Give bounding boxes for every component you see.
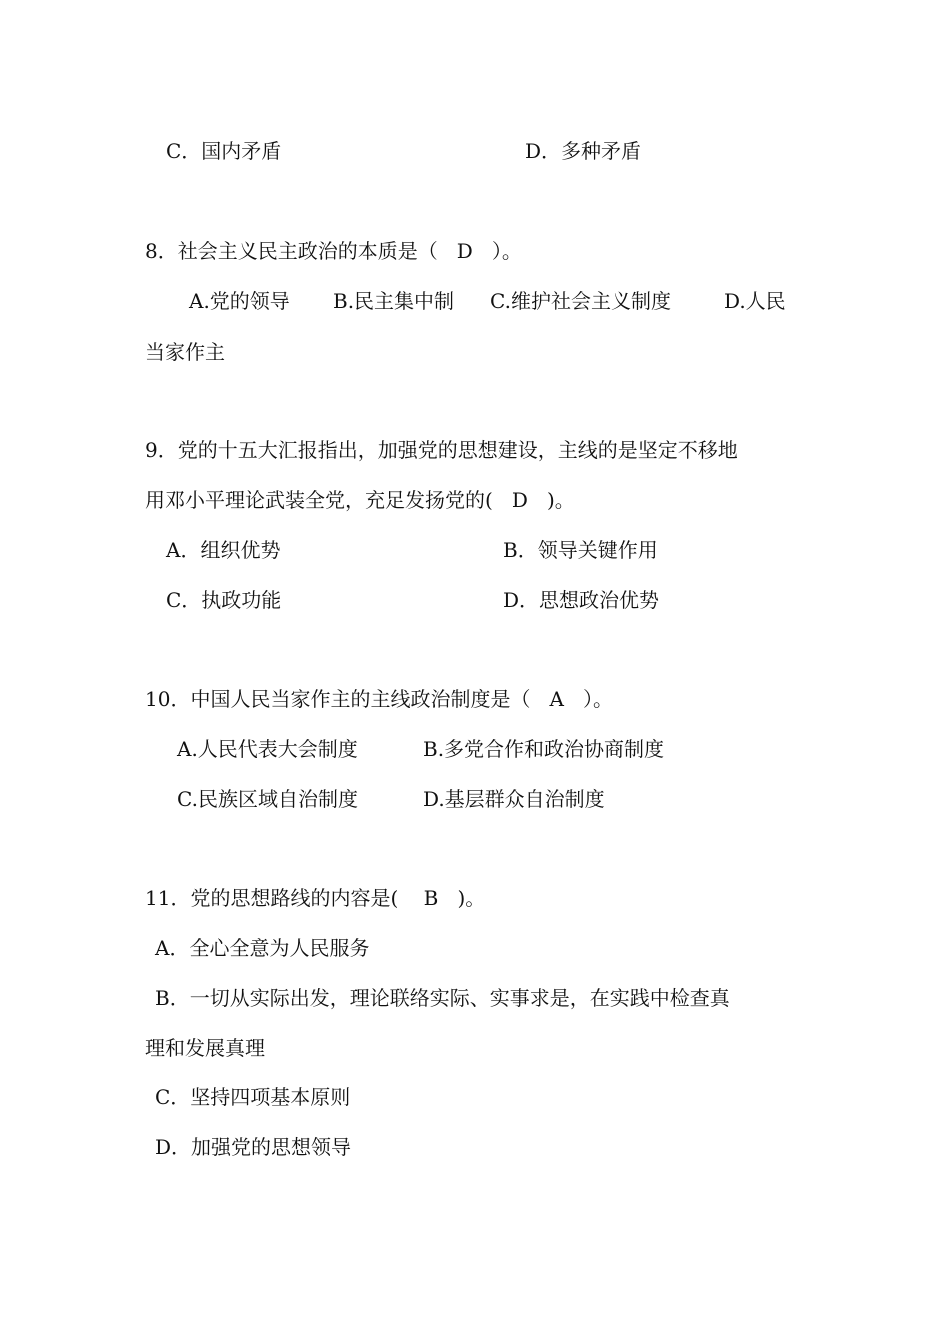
q10-stem: 10．中国人民当家作主的主线政治制度是（ A ）。 (145, 687, 614, 711)
q11-option-b-line2: 理和发展真理 (145, 1036, 265, 1060)
q11-stem: 11．党的思想路线的内容是( B )。 (145, 886, 486, 910)
q9-stem-line1: 9．党的十五大汇报指出，加强党的思想建设，主线的是坚定不移地 (145, 438, 738, 462)
q11-option-b-line1: B．一切从实际出发，理论联络实际、实事求是，在实践中检查真 (155, 986, 730, 1010)
q10-option-b: B.多党合作和政治协商制度 (423, 737, 665, 761)
q8-stem: 8．社会主义民主政治的本质是（ D ）。 (145, 239, 522, 263)
q10-option-a: A.人民代表大会制度 (177, 737, 358, 761)
q9-stem-line2: 用邓小平理论武装全党，充足发扬党的( D )。 (145, 488, 575, 512)
q11-option-a: A．全心全意为人民服务 (155, 936, 370, 960)
q9-option-b: B．领导关键作用 (503, 538, 658, 562)
q10-option-d: D.基层群众自治制度 (423, 787, 605, 811)
q7-option-d: D．多种矛盾 (525, 139, 642, 163)
q8-option-d: D.人民 (724, 289, 786, 313)
q9-option-a: A．组织优势 (166, 538, 281, 562)
q11-option-d: D．加强党的思想领导 (155, 1135, 352, 1159)
q8-option-a: A.党的领导 (189, 289, 290, 313)
q11-option-c: C．坚持四项基本原则 (155, 1085, 351, 1109)
q8-option-c: C.维护社会主义制度 (490, 289, 671, 313)
q8-option-d-continued: 当家作主 (145, 340, 225, 364)
q9-option-d: D．思想政治优势 (503, 588, 660, 612)
q7-option-c: C．国内矛盾 (166, 139, 282, 163)
q10-option-c: C.民族区域自治制度 (177, 787, 358, 811)
q9-option-c: C．执政功能 (166, 588, 282, 612)
q8-option-b: B.民主集中制 (333, 289, 455, 313)
